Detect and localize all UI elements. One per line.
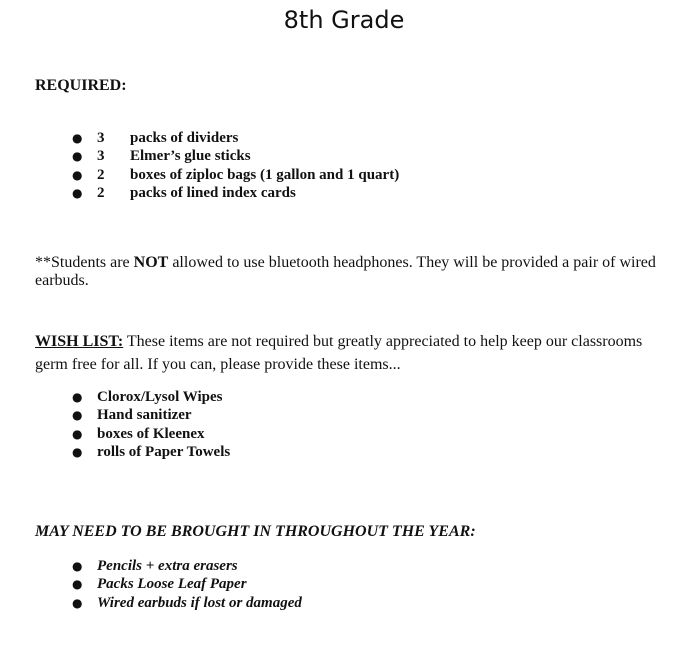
wish-list-heading: WISH LIST: (35, 333, 124, 350)
headphones-note (35, 254, 660, 290)
may-need-list (72, 557, 302, 612)
item-quantity: 2 (97, 166, 105, 183)
page-title: 8th Grade (283, 6, 405, 34)
required-heading: REQUIRED: (35, 77, 127, 94)
list-item: ● rolls of Paper Towels (72, 443, 230, 461)
item-text: packs of lined index cards (130, 184, 296, 201)
wish-list-intro (35, 330, 660, 376)
item-text: Elmer’s glue sticks (130, 148, 251, 165)
required-list (72, 129, 399, 202)
list-item: ● Pencils + extra erasers (72, 557, 302, 575)
item-text: boxes of ziploc bags (1 gallon and 1 quart) (130, 166, 400, 183)
list-item (72, 184, 399, 202)
note-suffix: allowed to use bluetooth headphones. They will be provided a pair of wired earbuds. (35, 254, 656, 289)
wish-list-text: These items are not required but greatly appreciated to help keep our classrooms germ free for all. If you can, please provide these items... (35, 333, 643, 373)
item-text: packs of dividers (130, 130, 239, 146)
list-item: ● Packs Loose Leaf Paper (72, 575, 302, 593)
wish-list (72, 388, 230, 461)
note-prefix: **Students are (35, 254, 134, 271)
list-item: ● Clorox/Lysol Wipes (72, 388, 230, 406)
list-item: ● Wired earbuds if lost or damaged (72, 594, 302, 612)
may-need-heading: MAY NEED TO BE BROUGHT IN THROUGHOUT THE YEAR: (35, 523, 476, 540)
list-item: ● Hand sanitizer (72, 406, 230, 424)
list-item (72, 166, 399, 184)
item-quantity: 3 (97, 148, 105, 165)
list-item (72, 129, 399, 147)
list-item (72, 147, 399, 165)
list-item: ● boxes of Kleenex (72, 425, 230, 443)
item-quantity: 3 (97, 130, 105, 146)
note-emphasis: NOT (133, 254, 169, 271)
item-quantity: 2 (97, 184, 105, 201)
